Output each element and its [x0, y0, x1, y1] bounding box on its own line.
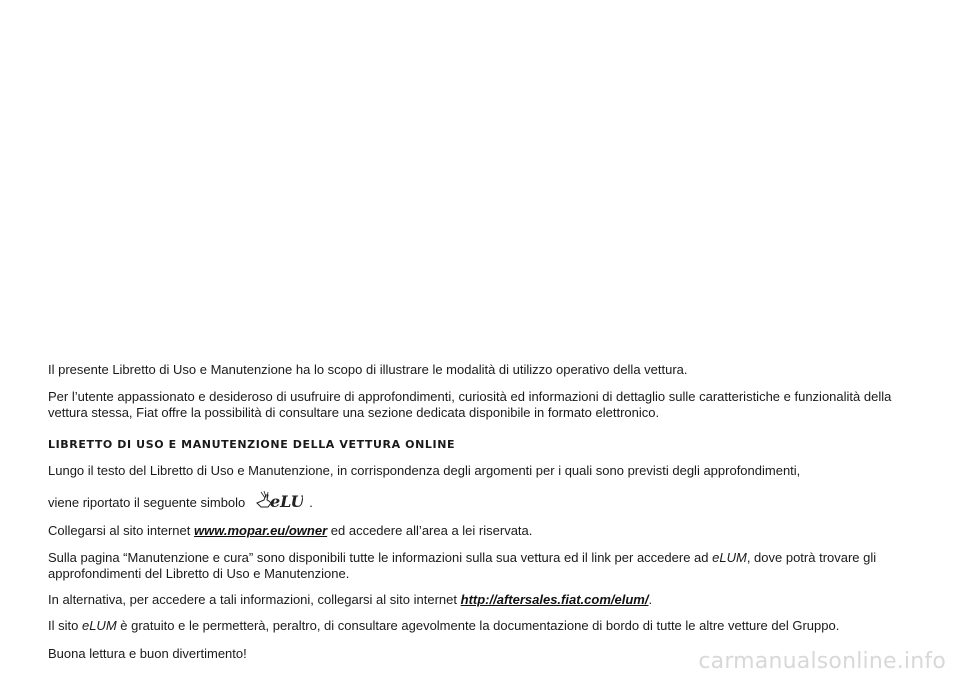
symbol-paragraph-text: viene riportato il seguente simbolo: [48, 495, 246, 510]
mopar-link[interactable]: www.mopar.eu/owner: [193, 523, 328, 538]
intro-paragraph-1: Il presente Libretto di Uso e Manutenzione ha lo scopo di illustrare le modalità di utilizzo operativo della vettura.: [48, 362, 688, 377]
elum-hand-icon: [255, 489, 303, 515]
elum-term: eLUM: [712, 550, 747, 565]
site-paragraph-pre: Collegarsi al sito internet: [48, 523, 191, 538]
section-heading: LIBRETTO DI USO E MANUTENZIONE DELLA VETTURA ONLINE: [48, 438, 456, 451]
page-paragraph-pre: Sulla pagina “Manutenzione e cura” sono disponibili tutte le informazioni sulla sua vettura ed il link per accedere ad: [48, 550, 709, 565]
free-site-paragraph: [48, 618, 928, 634]
document-body: [48, 362, 928, 662]
alternative-paragraph: [48, 592, 928, 608]
watermark: carmanualsonline.info: [698, 649, 946, 674]
page-paragraph-post: , dove potrà trovare gli approfondimenti del Libretto di Uso e Manutenzione.: [48, 550, 877, 581]
elum-term-2: eLUM: [81, 618, 117, 633]
page-paragraph: [48, 550, 928, 582]
alternative-paragraph-end: .: [648, 592, 653, 607]
aftersales-link[interactable]: http://aftersales.fiat.com/elum/: [460, 592, 649, 607]
free-paragraph-pre: Il sito: [48, 618, 79, 633]
closing-line: Buona lettura e buon divertimento!: [48, 646, 247, 661]
intro-paragraph-2: Per l’utente appassionato e desideroso di usufruire di approfondimenti, curiosità ed informazioni di dettaglio sulle caratteristiche e funzionalità della vettura stessa, Fiat offre la possibilità di consultare una sezione dedicata disponibile in formato elettronico.: [48, 389, 892, 420]
elum-icon-lettering: eL: [270, 492, 291, 511]
site-paragraph-post: ed accedere all’area a lei riservata.: [330, 523, 533, 538]
alternative-paragraph-pre: In alternativa, per accedere a tali informazioni, collegarsi al sito internet: [48, 592, 457, 607]
site-paragraph: [48, 523, 928, 539]
free-paragraph-post: è gratuito e le permetterà, peraltro, di consultare agevolmente la documentazione di bordo di tutte le altre vetture del Gruppo.: [120, 618, 840, 633]
symbol-paragraph-line-2: [48, 489, 928, 515]
symbol-paragraph-line-1: Lungo il testo del Libretto di Uso e Manutenzione, in corrispondenza degli argomenti per i quali sono previsti degli approfondimenti,: [48, 463, 801, 478]
symbol-paragraph-end: .: [309, 495, 313, 510]
